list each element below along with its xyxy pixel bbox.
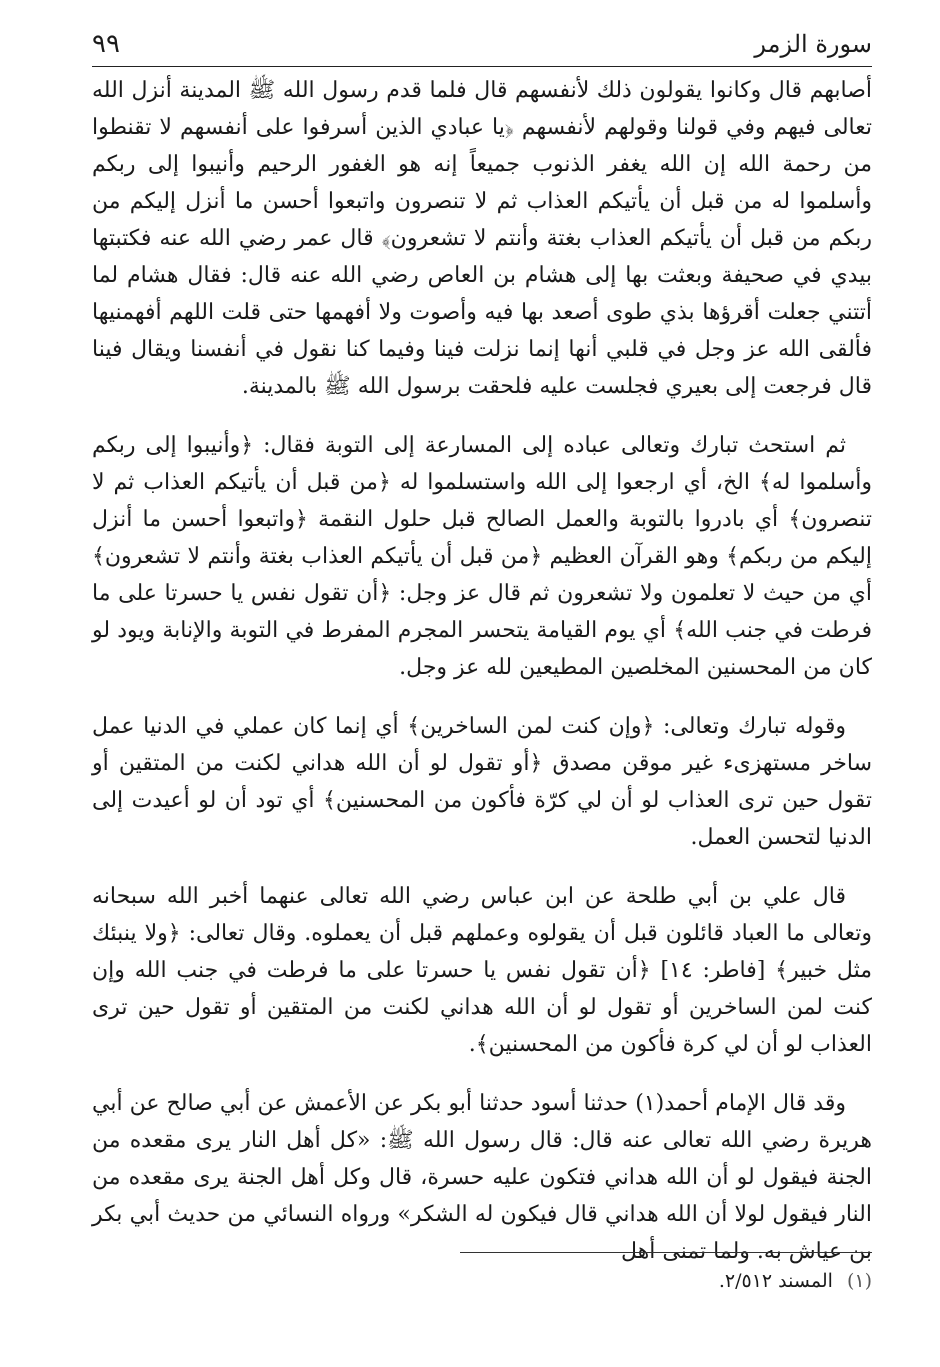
paragraph-2: ثم استحث تبارك وتعالى عباده إلى المسارعة إلى التوبة فقال: ﴿وأنيبوا إلى ربكم وأسلموا له﴾ الخ، أي ارجعوا إلى الله واستسلموا له ﴿من قبل أن يأتيكم العذاب ثم لا تنصرون﴾ أي بادروا بالتوبة والعمل الصالح قبل حلول النقمة ﴿واتبعوا أحسن ما أنزل إليكم من ربكم﴾ وهو القرآن العظيم ﴿من قبل أن يأتيكم العذاب بغتة وأنتم لا تشعرون﴾ أي من حيث لا تعلمون ولا تشعرون ثم قال عز وجل: ﴿أن تقول نفس يا حسرتا على ما فرطت في جنب الله﴾ أي يوم القيامة يتحسر المجرم المفرط في التوبة والإنابة ويود لو كان من المحسنين المخلصين المطيعين لله عز وجل. (92, 433, 872, 680)
footnote-text: المسند ٢/٥١٢. (718, 1270, 833, 1292)
paragraph-4: قال علي بن أبي طلحة عن ابن عباس رضي الله تعالى عنهما أخبر الله سبحانه وتعالى ما العباد قائلون قبل أن يقولوه وعملهم قبل أن يعملوه. وقال تعالى: ﴿ولا ينبئك مثل خبير﴾ [فاطر: ١٤] ﴿أن تقول نفس يا حسرتا على ما فرطت في جنب الله وإن كنت لمن الساخرين أو تقول لو أن الله هداني لكنت من المتقين أو تقول حين ترى العذاب لو أن لي كرة فأكون من المحسنين﴾. (92, 884, 872, 1057)
paragraph-1: أصابهم قال وكانوا يقولون ذلك لأنفسهم قال فلما قدم رسول الله ﷺ المدينة أنزل الله تعالى فيهم وفي قولنا وقولهم لأنفسهم ﴿يا عبادي الذين أسرفوا على أنفسهم لا تقنطوا من رحمة الله إن الله يغفر الذنوب جميعاً إنه هو الغفور الرحيم وأنيبوا إلى ربكم وأسلموا له من قبل أن يأتيكم العذاب ثم لا تنصرون واتبعوا أحسن ما أنزل إليكم من ربكم من قبل أن يأتيكم العذاب بغتة وأنتم لا تشعرون﴾ قال عمر رضي الله عنه فكتبتها بيدي في صحيفة وبعثت بها إلى هشام بن العاص رضي الله عنه قال: فقال هشام لما أتتني جعلت أقرؤها بذي طوى أصعد بها فيه وأصوت ولا أفهمها حتى قلت اللهم أفهمنيها فألقى الله عز وجل في قلبي أنها إنما نزلت فينا وفيما كنا نقول في أنفسنا ويقال فينا قال فرجعت إلى بعيري فجلست عليه فلحقت برسول الله ﷺ بالمدينة. (92, 78, 872, 399)
paragraph-5: وقد قال الإمام أحمد(١) حدثنا أسود حدثنا أبو بكر عن الأعمش عن أبي صالح عن أبي هريرة رضي الله تعالى عنه قال: قال رسول الله ﷺ: «كل أهل النار يرى مقعده من الجنة فيقول لو أن الله هداني فتكون عليه حسرة، قال وكل أهل الجنة يرى مقعده من النار فيقول لولا أن الله هداني قال فيكون له الشكر» ورواه النسائي من حديث أبي بكر بن عياش به. ولما تمنى أهل (92, 1091, 872, 1264)
header-divider (92, 66, 872, 67)
paragraph-3: وقوله تبارك وتعالى: ﴿وإن كنت لمن الساخرين﴾ أي إنما كان عملي في الدنيا عمل ساخر مستهزىء غير موقن مصدق ﴿أو تقول لو أن الله هداني لكنت من المتقين أو تقول حين ترى العذاب لو أن لي كرّة فأكون من المحسنين﴾ أي تود أن لو أعيدت إلى الدنيا لتحسن العمل. (92, 714, 872, 850)
footnote-divider (460, 1252, 872, 1253)
page-number: ٩٩ (92, 29, 120, 59)
page-header (92, 28, 872, 64)
footnote-marker: (١) (846, 1270, 872, 1292)
footnote (92, 1266, 872, 1296)
body-text (92, 72, 872, 1292)
surah-title: سورة الزمر (754, 30, 872, 58)
